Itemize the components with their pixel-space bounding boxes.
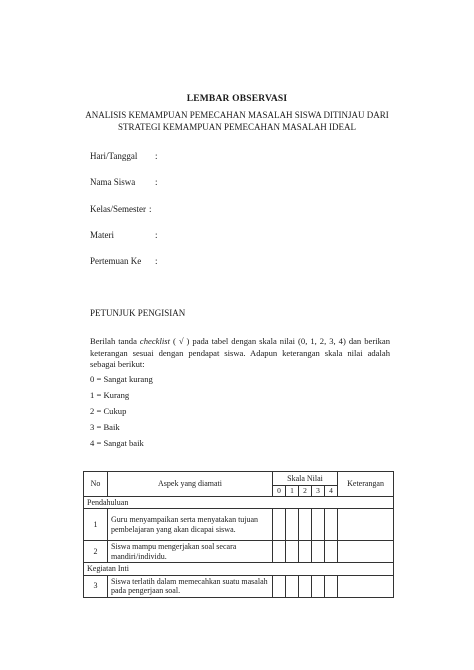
checkbox-cell[interactable]	[325, 509, 338, 541]
header-aspek: Aspek yang diamati	[108, 472, 273, 497]
checkbox-cell[interactable]	[312, 575, 325, 597]
field-label-kelas-semester: Kelas/Semester	[90, 204, 146, 214]
scale-item-1: 1 = Kurang	[90, 390, 130, 400]
checkbox-cell[interactable]	[299, 541, 312, 563]
checkbox-cell[interactable]	[299, 575, 312, 597]
scale-item-4: 4 = Sangat baik	[90, 438, 144, 448]
field-colon: :	[155, 151, 158, 161]
field-label-pertemuan-ke: Pertemuan Ke	[90, 256, 142, 266]
table-section-row	[84, 496, 394, 509]
field-colon: :	[155, 256, 158, 266]
row-aspek: Guru menyampaikan serta menyatakan tujuan pembelajaran yang akan dicapai siswa.	[108, 509, 273, 541]
document-subtitle-line1: ANALISIS KEMAMPUAN PEMECAHAN MASALAH SISWA DITINJAU DARI	[85, 110, 389, 120]
instructions-text-before: Berilah tanda	[90, 336, 140, 346]
keterangan-cell[interactable]	[338, 509, 394, 541]
observation-table	[83, 471, 394, 598]
row-aspek: Siswa mampu mengerjakan soal secara mandiri/individu.	[108, 541, 273, 563]
checkbox-cell[interactable]	[299, 509, 312, 541]
instructions-heading: PETUNJUK PENGISIAN	[90, 308, 186, 318]
document-subtitle-line2: STRATEGI KEMAMPUAN PEMECAHAN MASALAH IDEAL	[117, 122, 356, 132]
row-no: 2	[84, 541, 108, 563]
section-pendahuluan: Pendahuluan	[84, 496, 394, 509]
header-no: No	[84, 472, 108, 497]
checkbox-cell[interactable]	[325, 575, 338, 597]
checkbox-cell[interactable]	[286, 541, 299, 563]
instructions-text-after: ( √ ) pada tabel dengan skala nilai (0, 1, 2, 3, 4) dan berikan keterangan sesuai dengan pendapat siswa. Adapun keterangan skala nilai adalah sebagai berikut:	[90, 336, 390, 369]
checkbox-cell[interactable]	[325, 541, 338, 563]
checkbox-cell[interactable]	[273, 541, 286, 563]
scale-item-3: 3 = Baik	[90, 422, 120, 432]
table-header-row	[84, 472, 394, 486]
header-skala-2: 2	[299, 486, 312, 497]
field-label-nama-siswa: Nama Siswa	[90, 177, 136, 187]
keterangan-cell[interactable]	[338, 575, 394, 597]
table-row	[84, 509, 394, 541]
checkbox-cell[interactable]	[312, 541, 325, 563]
keterangan-cell[interactable]	[338, 541, 394, 563]
checkbox-cell[interactable]	[273, 575, 286, 597]
field-colon: :	[155, 230, 158, 240]
header-skala-0: 0	[273, 486, 286, 497]
field-label-hari-tanggal: Hari/Tanggal	[90, 151, 138, 161]
header-skala-3: 3	[312, 486, 325, 497]
section-kegiatan-inti: Kegiatan Inti	[84, 563, 394, 576]
row-no: 3	[84, 575, 108, 597]
instructions-paragraph	[90, 336, 390, 371]
header-keterangan: Keterangan	[338, 472, 394, 497]
header-skala-4: 4	[325, 486, 338, 497]
checkbox-cell[interactable]	[312, 509, 325, 541]
field-colon: :	[155, 177, 158, 187]
checkbox-cell[interactable]	[286, 509, 299, 541]
checkbox-cell[interactable]	[273, 509, 286, 541]
table-section-row	[84, 563, 394, 576]
checkbox-cell[interactable]	[286, 575, 299, 597]
row-no: 1	[84, 509, 108, 541]
field-colon: :	[149, 204, 152, 214]
row-aspek: Siswa terlatih dalam memecahkan suatu masalah pada pengerjaan soal.	[108, 575, 273, 597]
table-row	[84, 541, 394, 563]
scale-item-2: 2 = Cukup	[90, 406, 127, 416]
document-title: LEMBAR OBSERVASI	[186, 94, 288, 104]
table-row	[84, 575, 394, 597]
header-skala-nilai: Skala Nilai	[273, 472, 338, 486]
scale-item-0: 0 = Sangat kurang	[90, 374, 153, 384]
instructions-text-italic: checklist	[139, 336, 170, 346]
field-label-materi: Materi	[90, 230, 114, 240]
header-skala-1: 1	[286, 486, 299, 497]
